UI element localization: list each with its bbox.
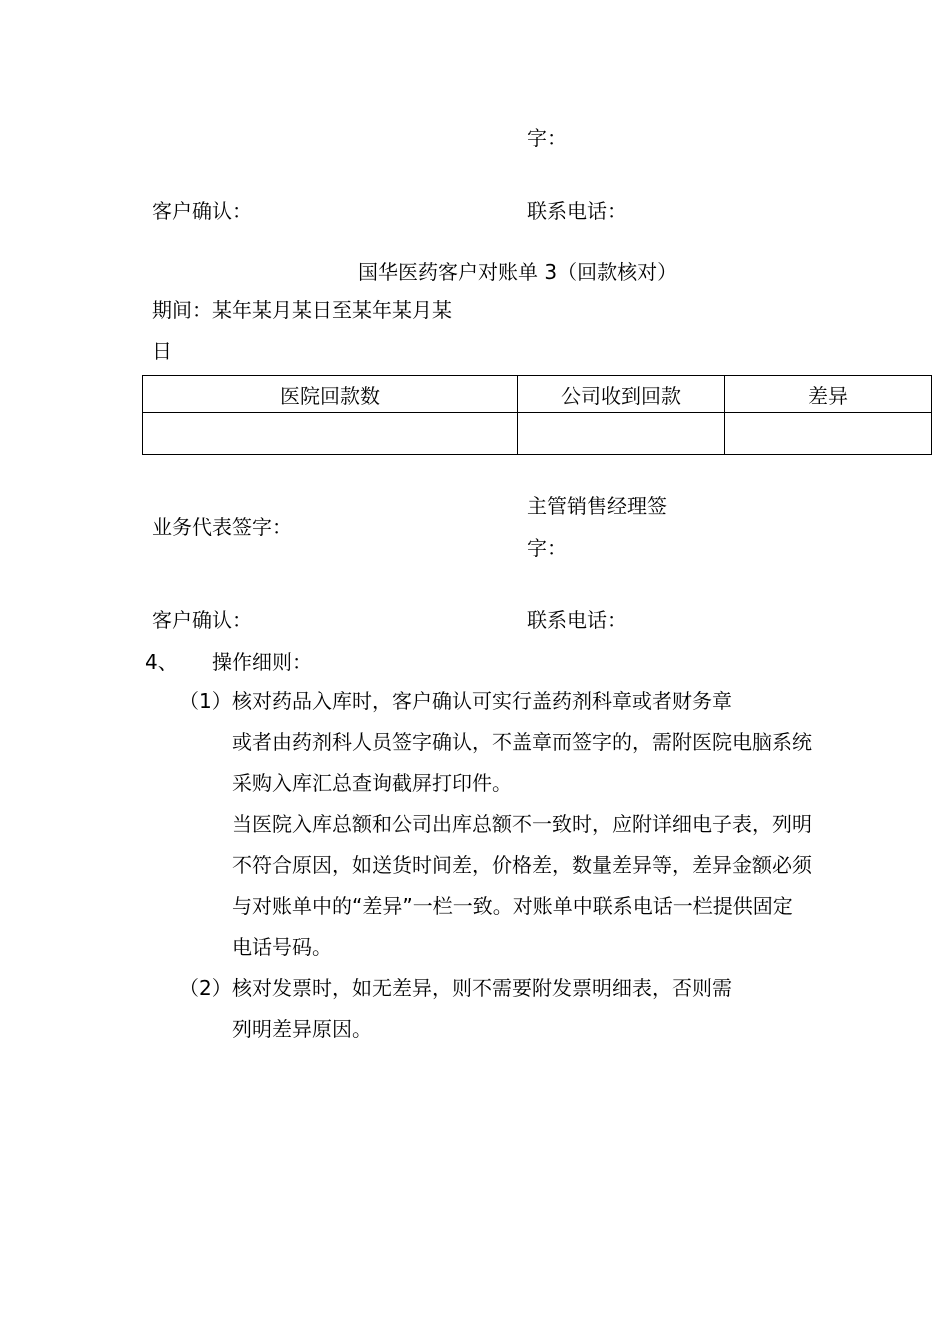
header-difference: 差异	[725, 376, 932, 413]
table-row	[143, 413, 932, 455]
cell-company-received	[518, 413, 725, 455]
period-line-2: 日	[152, 339, 172, 363]
contact-phone-label: 联系电话：	[527, 608, 627, 632]
item2-marker: （2）	[179, 976, 232, 1000]
statement-title: 国华医药客户对账单 3（回款核对）	[358, 260, 678, 284]
rules-heading: 操作细则：	[212, 650, 312, 674]
header-hospital-payment: 医院回款数	[143, 376, 518, 413]
header-company-received: 公司收到回款	[518, 376, 725, 413]
sign-tail-text: 字：	[527, 126, 567, 150]
reconciliation-table	[142, 375, 932, 455]
item1-continuation: 或者由药剂科人员签字确认，不盖章而签字的，需附医院电脑系统采购入库汇总查询截屏打印件。	[232, 730, 812, 795]
cell-difference	[725, 413, 932, 455]
contact-phone-label: 联系电话：	[527, 199, 627, 223]
customer-confirm-label: 客户确认：	[152, 199, 252, 223]
table-header-row	[143, 376, 932, 413]
period-line-1: 期间：某年某月某日至某年某月某	[152, 298, 452, 322]
customer-confirm-label: 客户确认：	[152, 608, 252, 632]
item1-marker: （1）	[179, 689, 232, 713]
cell-hospital-payment	[143, 413, 518, 455]
item2-continuation: 列明差异原因。	[232, 1017, 372, 1041]
rules-number: 4、	[145, 650, 178, 674]
manager-sign-line-1: 主管销售经理签	[527, 494, 667, 518]
rep-sign-label: 业务代表签字：	[152, 515, 292, 539]
item1-first-line: 核对药品入库时，客户确认可实行盖药剂科章或者财务章	[232, 689, 732, 713]
manager-sign-line-2: 字：	[527, 536, 567, 560]
item2-first-line: 核对发票时，如无差异，则不需要附发票明细表，否则需	[232, 976, 732, 1000]
item1-extra: 当医院入库总额和公司出库总额不一致时，应附详细电子表，列明不符合原因，如送货时间差，价格差，数量差异等，差异金额必须与对账单中的“差异”一栏一致。对账单中联系电话一栏提供固定电话号码。	[232, 812, 812, 959]
